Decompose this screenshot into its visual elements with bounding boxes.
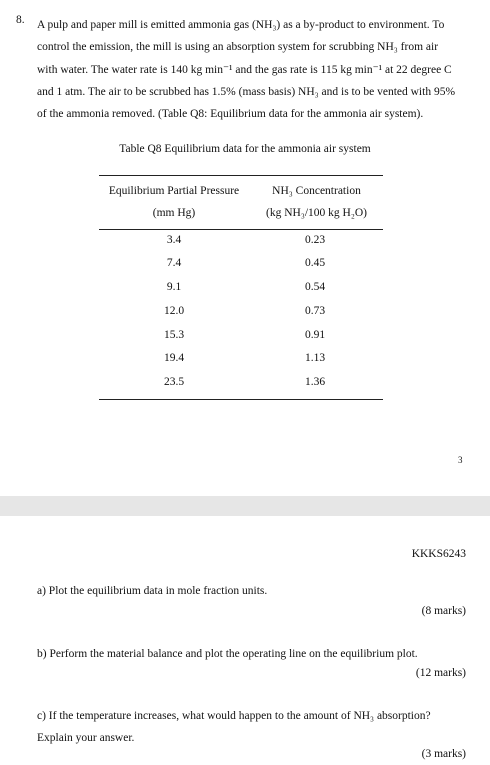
question-line-3: with water. The water rate is 140 kg min⁻¹ and the gas rate is 115 kg min⁻¹ at 22 degree C — [37, 63, 452, 76]
part-c-line-1: c) If the temperature increases, what would happen to the amount of NH₃ absorption? — [37, 710, 431, 722]
table-cell-pressure: 19.4 — [163, 352, 185, 364]
part-a-marks: (8 marks) — [421, 605, 466, 617]
table-cell-pressure: 15.3 — [163, 329, 185, 341]
table-cell-pressure: 7.4 — [166, 257, 182, 269]
table-cell-pressure: 3.4 — [166, 234, 182, 246]
page-separator — [0, 496, 490, 516]
question-line-2: control the emission, the mill is using an absorption system for scrubbing NH₃ from air — [37, 41, 439, 54]
table-cell-concentration: 1.36 — [304, 376, 326, 388]
question-number: 8. — [16, 14, 25, 26]
table-header-concentration: NH₃ Concentration (kg NH₃/100 kg H₂O) — [266, 185, 367, 219]
table-header-rule — [99, 229, 383, 230]
part-b-text: b) Perform the material balance and plot the operating line on the equilibrium plot. — [37, 648, 418, 660]
course-code: KKKS6243 — [411, 548, 466, 560]
table-caption: Table Q8 Equilibrium data for the ammonia air system — [119, 143, 371, 155]
question-text — [37, 14, 467, 125]
part-a-text: a) Plot the equilibrium data in mole fraction units. — [37, 585, 268, 597]
part-c-text — [37, 705, 467, 749]
table-cell-pressure: 9.1 — [166, 281, 182, 293]
table-cell-concentration: 0.73 — [304, 305, 326, 317]
table-cell-concentration: 0.45 — [304, 257, 326, 269]
table-cell-concentration: 0.54 — [304, 281, 326, 293]
part-b-marks: (12 marks) — [415, 667, 466, 679]
page-number: 3 — [458, 455, 463, 465]
table-cell-concentration: 0.23 — [304, 234, 326, 246]
table-bottom-rule — [99, 399, 383, 400]
table-cell-concentration: 0.91 — [304, 329, 326, 341]
part-c-line-2: Explain your answer. — [37, 732, 135, 744]
table-top-rule — [99, 175, 383, 176]
table-cell-concentration: 1.13 — [304, 352, 326, 364]
page-2 — [0, 516, 490, 765]
question-line-1: A pulp and paper mill is emitted ammonia gas (NH₃) as a by-product to environment. To — [37, 19, 445, 31]
table-cell-pressure: 12.0 — [163, 305, 185, 317]
table-cell-pressure: 23.5 — [163, 376, 185, 388]
table-header-pressure: Equilibrium Partial Pressure (mm Hg) — [108, 185, 240, 219]
question-line-4: and 1 atm. The air to be scrubbed has 1.5% (mass basis) NH₃ and is to be vented with 95% — [37, 85, 456, 98]
question-line-5: of the ammonia removed. (Table Q8: Equilibrium data for the ammonia air system). — [37, 108, 424, 121]
part-c-marks: (3 marks) — [421, 748, 466, 760]
